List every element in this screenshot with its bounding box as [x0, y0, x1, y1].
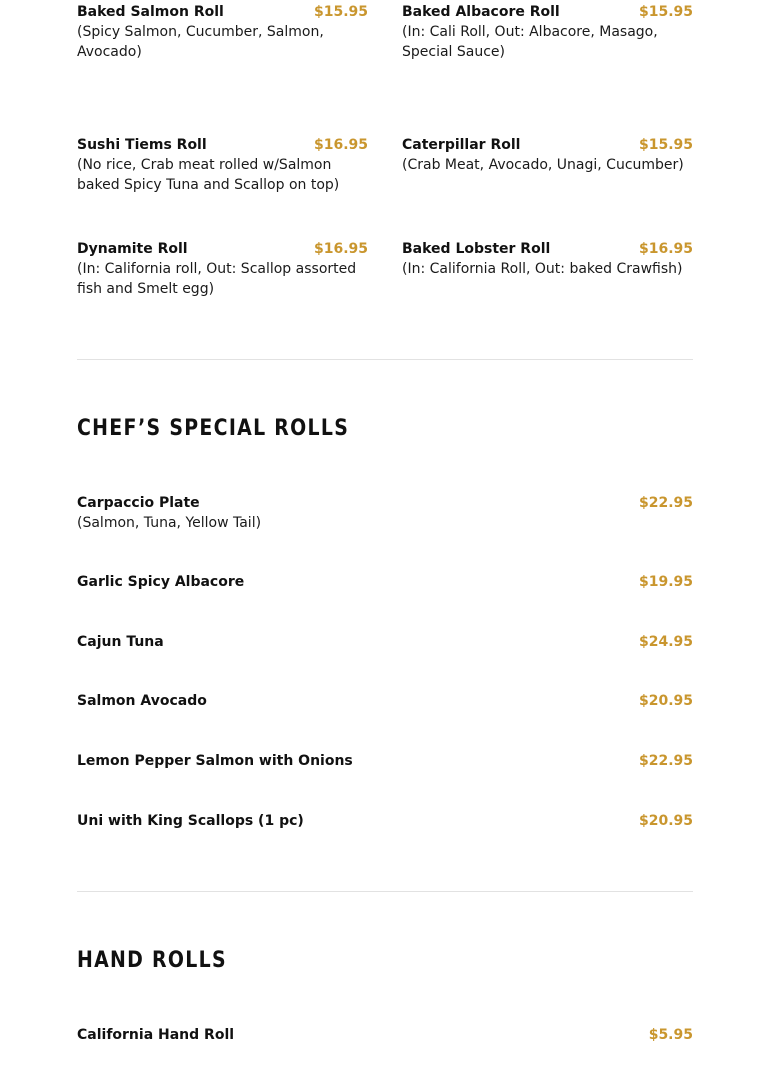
- menu-item: [77, 1026, 693, 1046]
- item-description: (In: California roll, Out: Scallop assorted fish and Smelt egg): [77, 261, 357, 297]
- section-divider: [77, 891, 693, 892]
- item-price: $22.95: [638, 495, 693, 511]
- item-name: Caterpillar Roll: [402, 137, 521, 153]
- item-name: Sushi Tiems Roll: [77, 137, 207, 153]
- item-price: $24.95: [638, 634, 693, 650]
- item-name: Baked Lobster Roll: [402, 241, 551, 257]
- menu-item: [77, 692, 693, 712]
- item-price: $15.95: [313, 4, 368, 20]
- section-divider: [77, 359, 693, 360]
- item-price: $16.95: [313, 137, 368, 153]
- item-name: Cajun Tuna: [77, 634, 164, 650]
- item-description: (Crab Meat, Avocado, Unagi, Cucumber): [402, 157, 684, 173]
- item-name: California Hand Roll: [77, 1027, 235, 1043]
- menu-item: [77, 812, 693, 832]
- item-price: $16.95: [313, 241, 368, 257]
- item-name: Dynamite Roll: [77, 241, 188, 257]
- item-price: $19.95: [638, 574, 693, 590]
- menu-item: [77, 752, 693, 772]
- item-name: Baked Salmon Roll: [77, 4, 224, 20]
- item-price: $16.95: [638, 241, 693, 257]
- section-heading: HAND ROLLS: [77, 948, 227, 973]
- item-description: (No rice, Crab meat rolled w/Salmon baked Spicy Tuna and Scallop on top): [77, 157, 340, 193]
- menu-item: [77, 494, 693, 534]
- item-name: Garlic Spicy Albacore: [77, 574, 245, 590]
- item-name: Baked Albacore Roll: [402, 4, 560, 20]
- menu-item: [77, 633, 693, 653]
- item-price: $20.95: [638, 813, 693, 829]
- item-description: (Spicy Salmon, Cucumber, Salmon, Avocado): [77, 24, 324, 60]
- item-price: $20.95: [638, 693, 693, 709]
- item-description: (Salmon, Tuna, Yellow Tail): [77, 515, 262, 531]
- item-price: $5.95: [648, 1027, 693, 1043]
- item-price: $15.95: [638, 137, 693, 153]
- item-name: Lemon Pepper Salmon with Onions: [77, 753, 353, 769]
- item-description: (In: Cali Roll, Out: Albacore, Masago, Special Sauce): [402, 24, 658, 60]
- menu-item: [77, 573, 693, 593]
- item-price: $15.95: [638, 4, 693, 20]
- item-name: Uni with King Scallops (1 pc): [77, 813, 304, 829]
- item-description: (In: California Roll, Out: baked Crawfish): [402, 261, 683, 277]
- item-name: Carpaccio Plate: [77, 495, 200, 511]
- section-heading: CHEF’S SPECIAL ROLLS: [77, 416, 350, 441]
- item-price: $22.95: [638, 753, 693, 769]
- item-name: Salmon Avocado: [77, 693, 207, 709]
